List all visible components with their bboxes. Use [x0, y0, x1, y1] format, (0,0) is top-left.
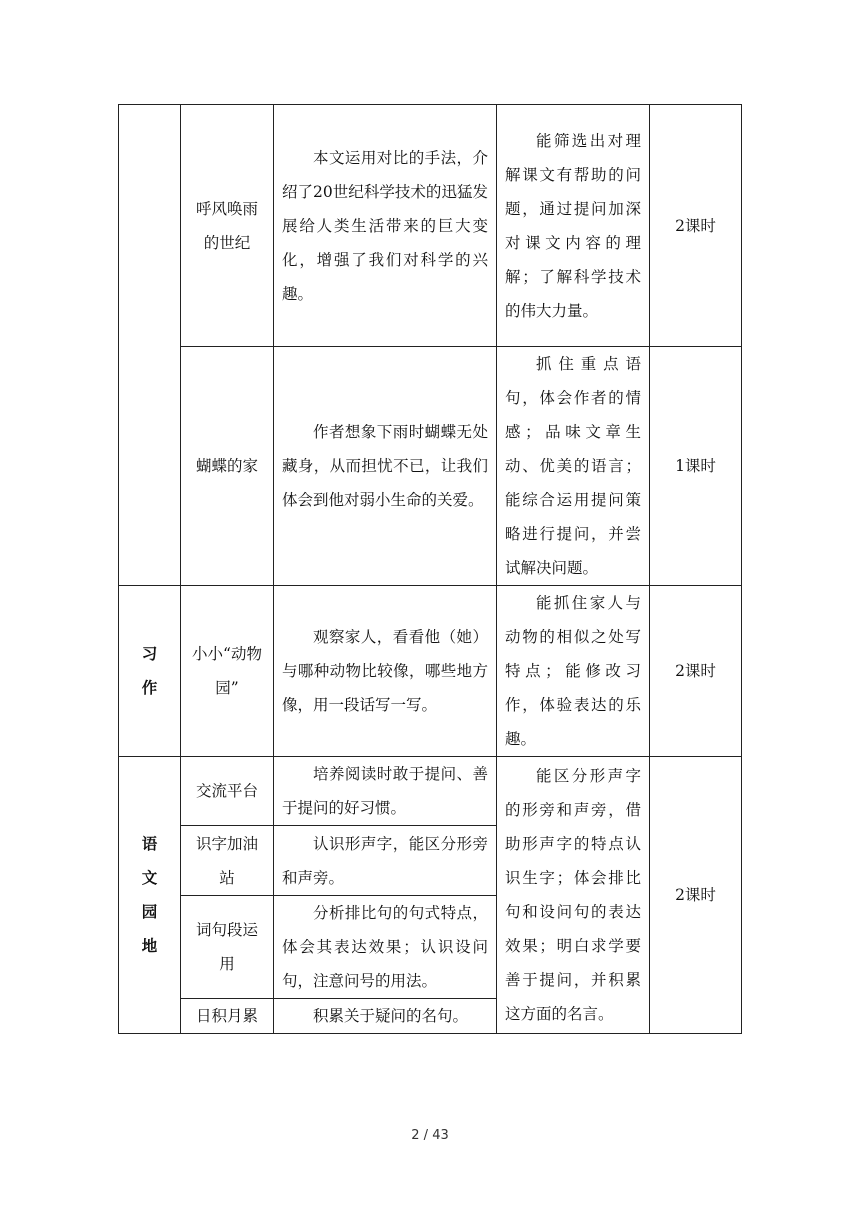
current-page: 2: [411, 1128, 420, 1143]
page-separator: /: [423, 1128, 429, 1143]
sub-title-cell: 词句段运用: [181, 896, 274, 999]
sub-title-cell: 日积月累: [181, 999, 274, 1034]
lesson-goal-cell: 能抓住家人与动物的相似之处写特点；能修改习作，体验表达的乐趣。: [497, 586, 650, 757]
total-pages: 43: [432, 1128, 449, 1143]
sub-content-cell: 积累关于疑问的名句。: [274, 999, 497, 1034]
lesson-hours-cell: 2课时: [650, 586, 742, 757]
page-number: [0, 1128, 860, 1143]
lesson-content-cell: 观察家人，看看他（她）与哪种动物比较像，哪些地方像，用一段话写一写。: [274, 586, 497, 757]
lesson-title-cell: 呼风唤雨的世纪: [181, 105, 274, 347]
lesson-hours-cell: 2课时: [650, 105, 742, 347]
table-row: [119, 347, 742, 586]
lesson-content-cell: 作者想象下雨时蝴蝶无处藏身，从而担忧不已，让我们体会到他对弱小生命的关爱。: [274, 347, 497, 586]
lesson-title-cell: 蝴蝶的家: [181, 347, 274, 586]
category-label: 习作: [141, 645, 158, 697]
lesson-goal-cell: 能区分形声字的形旁和声旁，借助形声字的特点认识生字；体会排比句和设问句的表达效果；明白求学要善于提问，并积累这方面的名言。: [497, 757, 650, 1034]
table-row: [119, 757, 742, 826]
category-cell-chinese-garden: [119, 757, 181, 1034]
lesson-goal-cell: 抓住重点语句，体会作者的情感；品味文章生动、优美的语言；能综合运用提问策略进行提问，并尝试解决问题。: [497, 347, 650, 586]
category-cell-writing: [119, 586, 181, 757]
category-cell-reading: [119, 105, 181, 586]
sub-content-cell: 培养阅读时敢于提问、善于提问的好习惯。: [274, 757, 497, 826]
lesson-hours-cell: 1课时: [650, 347, 742, 586]
sub-title-cell: 交流平台: [181, 757, 274, 826]
lesson-title-cell: 小小“动物园”: [181, 586, 274, 757]
lesson-content-cell: 本文运用对比的手法，介绍了20世纪科学技术的迅猛发展给人类生活带来的巨大变化，增强了我们对科学的兴趣。: [274, 105, 497, 347]
table-row: [119, 105, 742, 347]
lesson-plan-table: [118, 104, 742, 1034]
sub-content-cell: 认识形声字，能区分形旁和声旁。: [274, 826, 497, 896]
table-row: [119, 586, 742, 757]
category-label: 语文园地: [141, 835, 158, 955]
sub-title-cell: 识字加油站: [181, 826, 274, 896]
lesson-goal-cell: 能筛选出对理解课文有帮助的问题，通过提问加深对课文内容的理解；了解科学技术的伟大力量。: [497, 105, 650, 347]
lesson-hours-cell: 2课时: [650, 757, 742, 1034]
sub-content-cell: 分析排比句的句式特点，体会其表达效果；认识设问句，注意问号的用法。: [274, 896, 497, 999]
